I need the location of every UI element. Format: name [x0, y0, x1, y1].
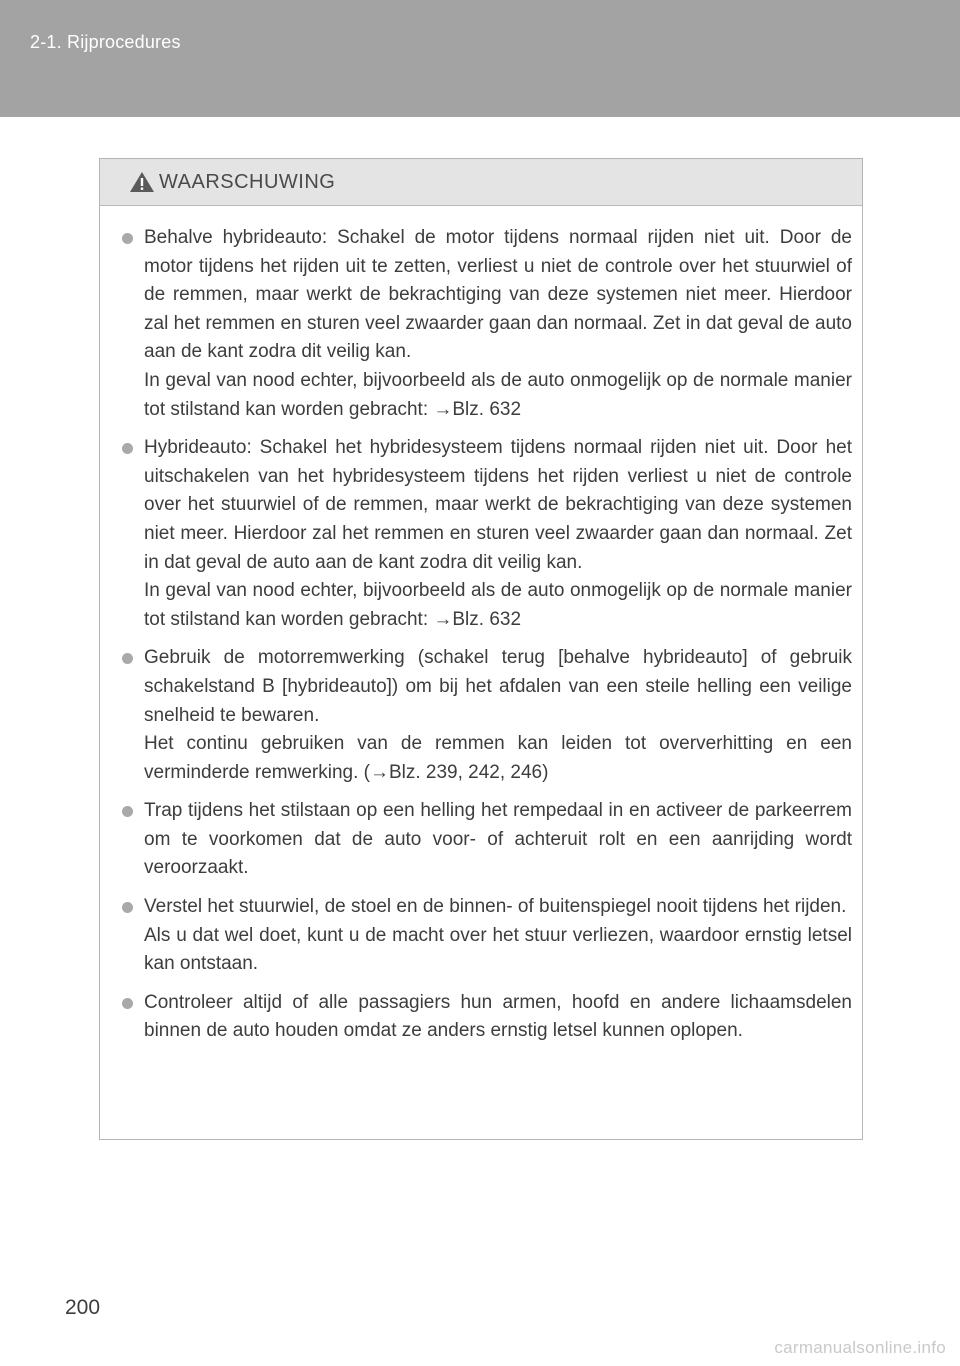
warning-item — [144, 893, 852, 979]
warning-item — [144, 434, 852, 634]
section-title: 2-1. Rijprocedures — [30, 32, 181, 52]
bullet-icon — [122, 806, 133, 817]
bullet-icon — [122, 233, 133, 244]
warning-paragraph: Verstel het stuurwiel, de stoel en de binnen- of buitenspiegel nooit tijdens het rijden. — [144, 896, 847, 918]
warning-paragraph: Behalve hybrideauto: Schakel de motor tijdens normaal rijden niet uit. Door de motor tijdens het rijden uit te zetten, verliest u niet de controle over het stuurwiel of de remmen, maar werkt de bekrachtiging van deze systemen niet meer. Hierdoor zal het remmen en sturen veel zwaarder gaan dan normaal. Zet in dat geval de auto aan de kant zodra dit veilig kan. — [144, 227, 852, 363]
header-band — [0, 0, 960, 117]
bullet-icon — [122, 998, 133, 1009]
warning-paragraph: Als u dat wel doet, kunt u de macht over het stuur verliezen, waardoor ernstig letsel kan ontstaan. — [144, 924, 852, 975]
page-number: 200 — [65, 1296, 101, 1319]
watermark: carmanualsonline.info — [774, 1338, 946, 1357]
warning-item — [144, 224, 852, 424]
warning-paragraph: Hybrideauto: Schakel het hybridesysteem tijdens normaal rijden niet uit. Door het uitschakelen van het hybridesysteem tijdens het rijden verliest u niet de controle over het stuurwiel of de remmen, maar werkt de bekrachtiging van deze systemen niet meer. Hierdoor zal het remmen en sturen veel zwaarder gaan dan normaal. Zet in dat geval de auto aan de kant zodra dit veilig kan. — [144, 437, 852, 573]
warning-item — [144, 797, 852, 883]
warning-header — [100, 159, 862, 206]
bullet-icon — [122, 653, 133, 664]
warning-title: WAARSCHUWING — [159, 171, 336, 193]
warning-triangle-icon — [129, 171, 155, 193]
bullet-icon — [122, 902, 133, 913]
warning-paragraph: Gebruik de motorremwerking (schakel terug [behalve hybrideauto] of gebruik schakelstand B [hybrideauto]) om bij het afdalen van een steile helling een veilige snelheid te bewaren. — [144, 647, 852, 726]
warning-paragraph: Controleer altijd of alle passagiers hun armen, hoofd en andere lichaamsdelen binnen de auto houden omdat ze anders ernstig letsel kunnen oplopen. — [144, 991, 852, 1042]
bullet-icon — [122, 443, 133, 454]
warning-item — [144, 644, 852, 787]
warning-list — [100, 206, 862, 1046]
warning-box — [99, 158, 863, 1140]
warning-paragraph: In geval van nood echter, bijvoorbeeld als de auto onmogelijk op de normale manier tot stilstand kan worden gebracht: →Blz. 632 — [144, 369, 852, 420]
warning-item — [144, 989, 852, 1046]
warning-paragraph: Het continu gebruiken van de remmen kan leiden tot oververhitting en een verminderde remwerking. (→Blz. 239, 242, 246) — [144, 733, 852, 783]
warning-paragraph: Trap tijdens het stilstaan op een helling het rempedaal in en activeer de parkeerrem om te voorkomen dat de auto voor- of achteruit rolt en een aanrijding wordt veroorzaakt. — [144, 800, 852, 879]
warning-paragraph: In geval van nood echter, bijvoorbeeld als de auto onmogelijk op de normale manier tot stilstand kan worden gebracht: →Blz. 632 — [144, 580, 852, 630]
